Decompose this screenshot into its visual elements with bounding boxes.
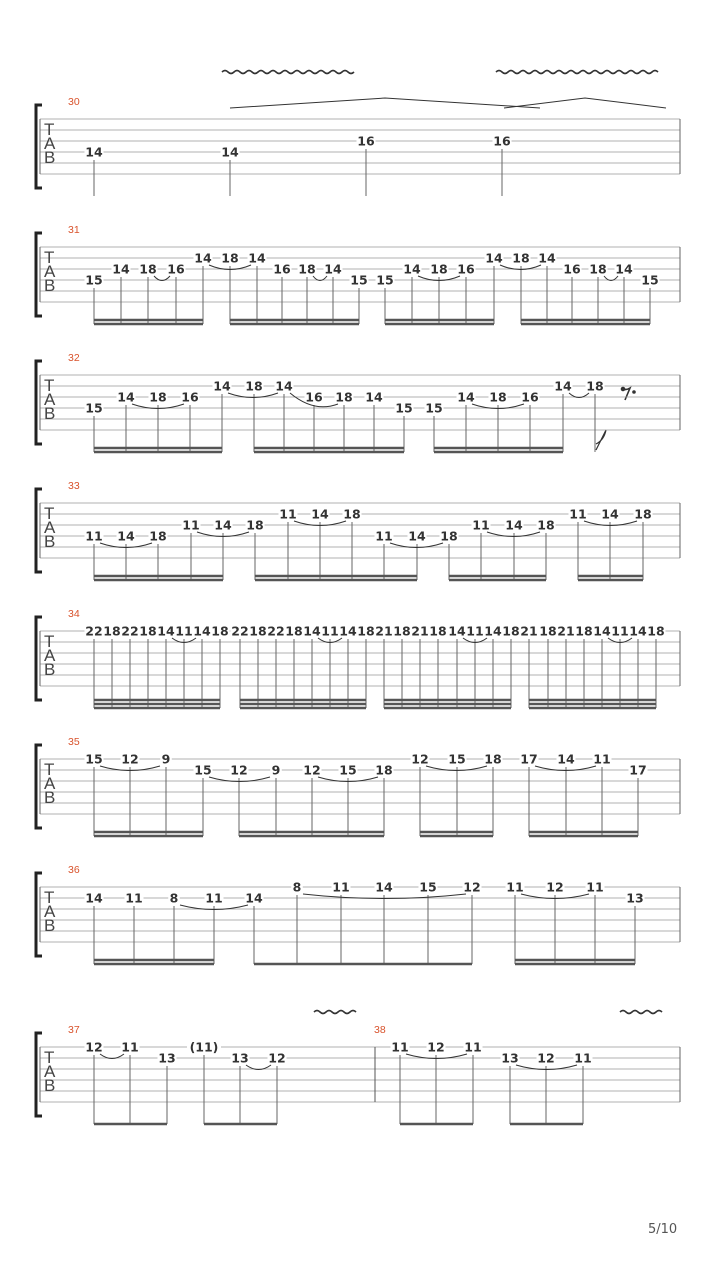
fret-number: 16 (273, 261, 291, 277)
fret-number: 18 (357, 623, 375, 639)
page-number: 5/10 (648, 1222, 678, 1237)
tab-clef-letter: T (44, 760, 55, 779)
system-bracket (36, 489, 42, 572)
fret-number: 14 (365, 389, 383, 405)
tab-clef-letter: T (44, 888, 55, 907)
tab-clef-letter: T (44, 1048, 55, 1067)
fret-number: 16 (167, 261, 185, 277)
fret-number: 11 (391, 1039, 409, 1055)
fret-number: 11 (175, 623, 193, 639)
fret-number: 11 (332, 879, 350, 895)
bend-curve (230, 98, 666, 108)
measure-number: 31 (68, 224, 80, 236)
fret-number: 18 (440, 528, 458, 544)
fret-number: 11 (574, 1050, 592, 1066)
tab-system (36, 736, 680, 836)
measure-number: 33 (68, 480, 80, 492)
fret-number: 14 (214, 517, 232, 533)
fret-number: 14 (403, 261, 421, 277)
fret-number: 11 (586, 879, 604, 895)
tab-system (36, 1024, 680, 1124)
tab-clef-letter: A (44, 390, 56, 409)
fret-number: 18 (375, 762, 393, 778)
fret-number: 18 (211, 623, 229, 639)
fret-number: 11 (611, 623, 629, 639)
fret-number: 11 (375, 528, 393, 544)
fret-number: 14 (505, 517, 523, 533)
fret-number: 18 (245, 378, 263, 394)
measure-number: 34 (68, 608, 80, 620)
fret-number: 14 (593, 623, 611, 639)
tab-clef-letter: B (44, 916, 56, 935)
fret-number: 16 (493, 133, 511, 149)
fret-number: 18 (429, 623, 447, 639)
fret-number: 12 (85, 1039, 103, 1055)
fret-number: 12 (427, 1039, 445, 1055)
tab-system (36, 608, 680, 708)
fret-number: 15 (448, 751, 466, 767)
fret-number: 15 (395, 400, 413, 416)
tab-system (36, 864, 680, 964)
fret-number: 11 (506, 879, 524, 895)
fret-number: 12 (303, 762, 321, 778)
fret-number: 12 (463, 879, 481, 895)
fret-number: 12 (537, 1050, 555, 1066)
fret-number: 14 (303, 623, 321, 639)
fret-number: 22 (85, 623, 103, 639)
tab-clef-letter: B (44, 276, 56, 295)
fret-number: 16 (357, 133, 375, 149)
fret-number: 18 (539, 623, 557, 639)
fret-number: 17 (520, 751, 538, 767)
fret-number: 14 (601, 506, 619, 522)
fret-number: 11 (182, 517, 200, 533)
fret-number: 13 (158, 1050, 176, 1066)
fret-number: 12 (268, 1050, 286, 1066)
fret-number: 18 (647, 623, 665, 639)
fret-number: 21 (557, 623, 575, 639)
fret-number: 15 (419, 879, 437, 895)
fret-number: 14 (339, 623, 357, 639)
system-bracket (36, 745, 42, 828)
fret-number: 18 (249, 623, 267, 639)
fret-number: 9 (161, 751, 171, 767)
measure-number: 37 (68, 1024, 80, 1036)
rest-symbol (621, 387, 635, 400)
fret-number: 18 (537, 517, 555, 533)
tab-clef-letter: B (44, 1076, 56, 1095)
fret-number: 11 (205, 890, 223, 906)
fret-number: 18 (285, 623, 303, 639)
system-bracket (36, 361, 42, 444)
fret-number: 18 (149, 389, 167, 405)
fret-number: 18 (512, 250, 530, 266)
fret-number: 22 (121, 623, 139, 639)
tab-clef-letter: B (44, 148, 56, 167)
fret-number: 11 (125, 890, 143, 906)
measure-number: 36 (68, 864, 80, 876)
fret-number: 8 (169, 890, 179, 906)
tab-clef-letter: T (44, 504, 55, 523)
fret-number: 14 (457, 389, 475, 405)
fret-number: 15 (350, 272, 368, 288)
fret-number: 17 (629, 762, 647, 778)
fret-number: 18 (586, 378, 604, 394)
fret-number: 21 (411, 623, 429, 639)
fret-number: 16 (181, 389, 199, 405)
fret-number: 14 (557, 751, 575, 767)
tab-system (36, 96, 680, 196)
measure-number: 38 (374, 1024, 386, 1036)
fret-number: 14 (245, 890, 263, 906)
fret-number: 15 (85, 751, 103, 767)
fret-number: 14 (194, 250, 212, 266)
fret-number: 16 (305, 389, 323, 405)
fret-number: 14 (157, 623, 175, 639)
fret-number: 13 (626, 890, 644, 906)
tab-clef-letter: A (44, 646, 56, 665)
fret-number: 22 (267, 623, 285, 639)
fret-number: 14 (213, 378, 231, 394)
fret-number: 18 (139, 623, 157, 639)
fret-number: 18 (149, 528, 167, 544)
fret-number: 14 (112, 261, 130, 277)
fret-number: 14 (538, 250, 556, 266)
tab-clef-letter: A (44, 262, 56, 281)
note-flag (596, 430, 606, 450)
fret-number: 15 (194, 762, 212, 778)
fret-number: 16 (457, 261, 475, 277)
fret-number: 14 (629, 623, 647, 639)
fret-number: 18 (589, 261, 607, 277)
system-bracket (36, 1033, 42, 1116)
fret-number: 11 (472, 517, 490, 533)
fret-number: 14 (615, 261, 633, 277)
fret-number: 11 (593, 751, 611, 767)
tab-clef-letter: A (44, 902, 56, 921)
fret-number: 11 (569, 506, 587, 522)
fret-number: 14 (248, 250, 266, 266)
fret-number: 15 (641, 272, 659, 288)
fret-number: 12 (121, 751, 139, 767)
fret-number: 21 (375, 623, 393, 639)
vibrato-mark (222, 71, 658, 74)
fret-number: 12 (546, 879, 564, 895)
fret-number: 18 (484, 751, 502, 767)
tab-system (36, 480, 680, 580)
fret-number: 14 (484, 623, 502, 639)
fret-number: 14 (375, 879, 393, 895)
fret-number: 11 (321, 623, 339, 639)
fret-number: 11 (464, 1039, 482, 1055)
fret-number: 14 (221, 144, 239, 160)
fret-number: 11 (85, 528, 103, 544)
fret-number: 9 (271, 762, 281, 778)
tab-clef-letter: A (44, 518, 56, 537)
fret-number: 11 (466, 623, 484, 639)
tab-clef-letter: A (44, 1062, 56, 1081)
tab-clef-letter: T (44, 248, 55, 267)
fret-number: 11 (121, 1039, 139, 1055)
fret-number: 16 (521, 389, 539, 405)
tab-system (36, 224, 680, 324)
tab-system (36, 352, 680, 452)
system-bracket (36, 617, 42, 700)
fret-number: 13 (231, 1050, 249, 1066)
fret-number: 14 (85, 890, 103, 906)
fret-number: 18 (343, 506, 361, 522)
fret-number: 18 (246, 517, 264, 533)
fret-number: 14 (85, 144, 103, 160)
fret-number: 14 (117, 389, 135, 405)
fret-number: 18 (221, 250, 239, 266)
fret-number: 14 (485, 250, 503, 266)
fret-number: 12 (411, 751, 429, 767)
fret-number: 22 (231, 623, 249, 639)
tab-clef-letter: B (44, 532, 56, 551)
fret-number: (11) (189, 1039, 219, 1055)
measure-number: 30 (68, 96, 80, 108)
vibrato-mark (314, 1011, 662, 1014)
system-bracket (36, 873, 42, 956)
tab-clef-letter: B (44, 404, 56, 423)
fret-number: 18 (430, 261, 448, 277)
fret-number: 11 (279, 506, 297, 522)
system-bracket (36, 233, 42, 316)
fret-number: 14 (324, 261, 342, 277)
fret-number: 16 (563, 261, 581, 277)
measure-number: 35 (68, 736, 80, 748)
tab-clef-letter: A (44, 134, 56, 153)
tab-clef-letter: A (44, 774, 56, 793)
fret-number: 14 (448, 623, 466, 639)
fret-number: 21 (520, 623, 538, 639)
fret-number: 18 (139, 261, 157, 277)
system-bracket (36, 105, 42, 188)
fret-number: 14 (408, 528, 426, 544)
fret-number: 18 (575, 623, 593, 639)
fret-number: 18 (634, 506, 652, 522)
fret-number: 15 (339, 762, 357, 778)
fret-number: 18 (335, 389, 353, 405)
tab-clef-letter: T (44, 376, 55, 395)
fret-number: 15 (425, 400, 443, 416)
fret-number: 18 (502, 623, 520, 639)
tab-clef-letter: B (44, 660, 56, 679)
fret-number: 18 (298, 261, 316, 277)
fret-number: 12 (230, 762, 248, 778)
fret-number: 14 (117, 528, 135, 544)
measure-number: 32 (68, 352, 80, 364)
fret-number: 15 (85, 272, 103, 288)
fret-number: 14 (554, 378, 572, 394)
fret-number: 14 (311, 506, 329, 522)
fret-number: 18 (489, 389, 507, 405)
fret-number: 15 (376, 272, 394, 288)
tab-clef-letter: T (44, 120, 55, 139)
fret-number: 8 (292, 879, 302, 895)
fret-number: 18 (393, 623, 411, 639)
tab-clef-letter: T (44, 632, 55, 651)
fret-number: 14 (193, 623, 211, 639)
tab-clef-letter: B (44, 788, 56, 807)
fret-number: 18 (103, 623, 121, 639)
fret-number: 13 (501, 1050, 519, 1066)
fret-number: 14 (275, 378, 293, 394)
fret-number: 15 (85, 400, 103, 416)
